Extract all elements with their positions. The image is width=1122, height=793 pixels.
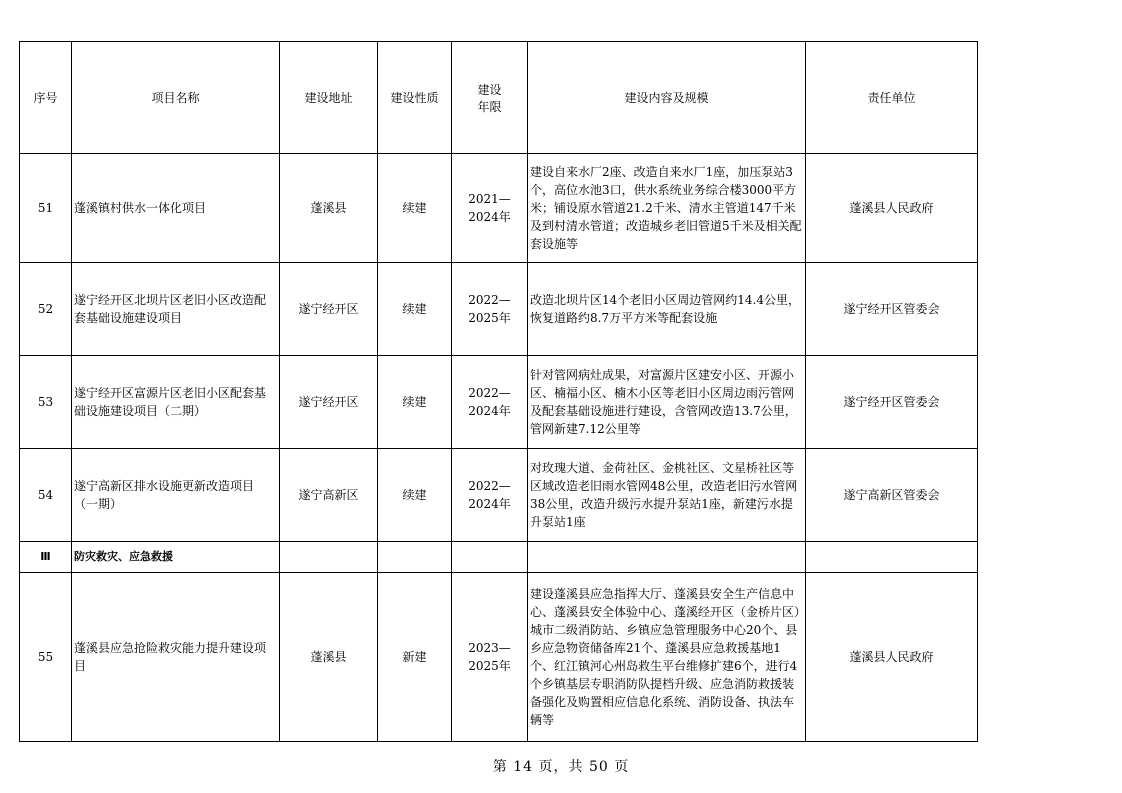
empty-cell [280,542,378,573]
row-content: 针对管网病灶成果，对富源片区建安小区、开源小区、楠福小区、楠木小区等老旧小区周边雨污管网及配套基础设施进行建设，含管网改造13.7公里，管网新建7.12公里等 [528,356,806,449]
header-period-line2: 年限 [477,99,502,114]
table-header-row [20,42,978,154]
row-project-name: 遂宁经开区富源片区老旧小区配套基础设施建设项目（二期） [72,356,280,449]
project-table [19,41,978,742]
row-period: 2022—2024年 [452,449,528,542]
row-period: 2021—2024年 [452,154,528,263]
row-index: 53 [20,356,72,449]
row-location: 遂宁经开区 [280,263,378,356]
footer-total: 50 [588,759,609,775]
category-index: Ⅲ [20,542,72,573]
table-row [20,154,978,263]
row-nature: 续建 [378,154,452,263]
table-row [20,263,978,356]
footer-suffix: 页 [614,759,630,775]
category-row [20,542,978,573]
row-project-name: 遂宁高新区排水设施更新改造项目（一期） [72,449,280,542]
row-index: 55 [20,573,72,742]
row-nature: 续建 [378,263,452,356]
row-period: 2022—2025年 [452,263,528,356]
row-content: 改造北坝片区14个老旧小区周边管网约14.4公里，恢复道路约8.7万平方米等配套设施 [528,263,806,356]
row-location: 蓬溪县 [280,154,378,263]
header-project-name: 项目名称 [72,42,280,154]
row-period: 2022—2024年 [452,356,528,449]
footer-middle: 页，共 [538,759,584,775]
row-index: 51 [20,154,72,263]
footer-prefix: 第 [492,759,508,775]
row-owner: 蓬溪县人民政府 [806,573,978,742]
table-row [20,356,978,449]
row-location: 遂宁高新区 [280,449,378,542]
row-period: 2023—2025年 [452,573,528,742]
row-index: 52 [20,263,72,356]
row-content: 建设自来水厂2座、改造自来水厂1座，加压泵站3个，高位水池3口，供水系统业务综合楼3000平方米；铺设原水管道21.2千米、清水主管道147千米及到村清水管道；改造城乡老旧管道5千米及相关配套设施等 [528,154,806,263]
header-index: 序号 [20,42,72,154]
row-content: 建设蓬溪县应急指挥大厅、蓬溪县安全生产信息中心、蓬溪县安全体验中心、蓬溪经开区（金桥片区）城市二级消防站、乡镇应急管理服务中心20个、县乡应急物资储备库21个、蓬溪县应急救援基地1个、红江镇河心州岛救生平台维修扩建6个，进行4个乡镇基层专职消防队提档升级、应急消防救援装备强化及购置相应信息化系统、消防设备、执法车辆等 [528,573,806,742]
row-nature: 续建 [378,449,452,542]
page-number-footer [0,756,1122,776]
row-owner: 遂宁高新区管委会 [806,449,978,542]
row-owner: 遂宁经开区管委会 [806,263,978,356]
header-period-line1: 建设 [477,82,502,97]
empty-cell [528,542,806,573]
row-location: 遂宁经开区 [280,356,378,449]
table-row [20,573,978,742]
row-nature: 续建 [378,356,452,449]
row-content: 对玫瑰大道、金荷社区、金桃社区、文星桥社区等区域改造老旧雨水管网48公里，改造老旧污水管网38公里，改造升级污水提升泵站1座，新建污水提升泵站1座 [528,449,806,542]
row-nature: 新建 [378,573,452,742]
header-content: 建设内容及规模 [528,42,806,154]
empty-cell [452,542,528,573]
row-owner: 遂宁经开区管委会 [806,356,978,449]
row-project-name: 蓬溪县应急抢险救灾能力提升建设项目 [72,573,280,742]
row-owner: 蓬溪县人民政府 [806,154,978,263]
category-name: 防灾救灾、应急救援 [72,542,280,573]
header-nature: 建设性质 [378,42,452,154]
header-location: 建设地址 [280,42,378,154]
row-index: 54 [20,449,72,542]
row-project-name: 遂宁经开区北坝片区老旧小区改造配套基础设施建设项目 [72,263,280,356]
header-owner: 责任单位 [806,42,978,154]
table-row [20,449,978,542]
empty-cell [806,542,978,573]
row-location: 蓬溪县 [280,573,378,742]
empty-cell [378,542,452,573]
row-project-name: 蓬溪镇村供水一体化项目 [72,154,280,263]
footer-page: 14 [513,759,534,775]
header-period [452,42,528,154]
